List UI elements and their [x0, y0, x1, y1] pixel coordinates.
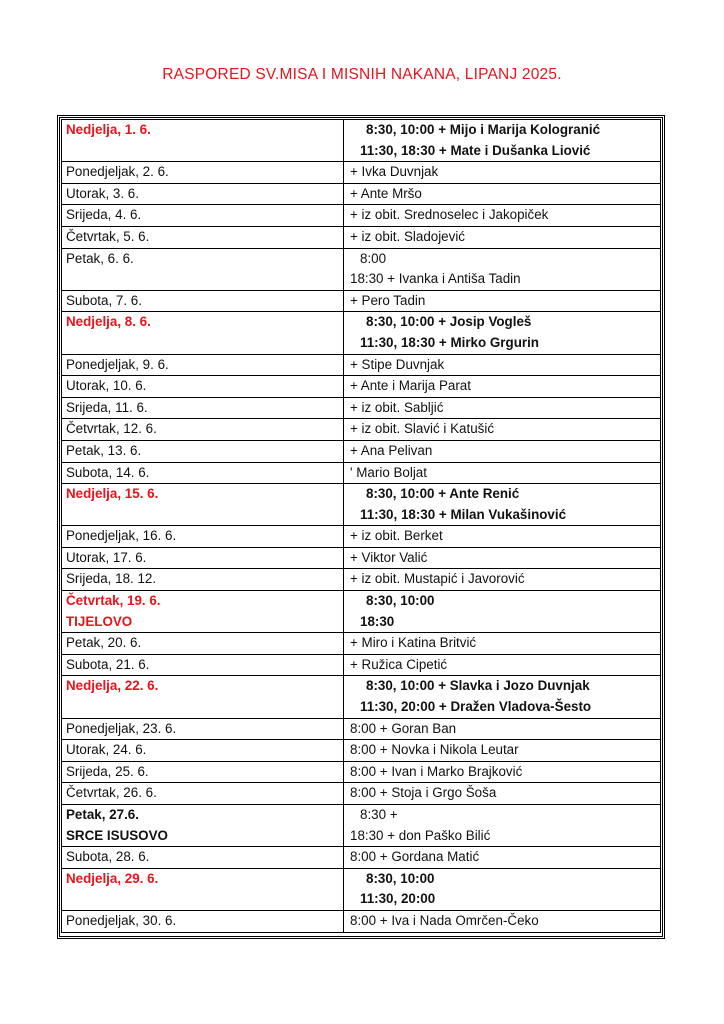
- day-label: Petak, 13. 6.: [66, 442, 142, 458]
- schedule-row: [62, 526, 661, 548]
- mass-intention: 8:00 + Gordana Matić: [350, 849, 480, 865]
- schedule-row: [62, 761, 661, 783]
- mass-cell: [344, 547, 661, 569]
- mass-intention: 8:00: [360, 250, 387, 266]
- schedule-row: [62, 462, 661, 484]
- day-cell: [62, 397, 344, 419]
- schedule-row: [62, 740, 661, 762]
- day-label: Utorak, 3. 6.: [66, 185, 139, 201]
- day-cell: [62, 847, 344, 869]
- mass-intention: + Stipe Duvnjak: [350, 356, 445, 372]
- schedule-frame: [57, 115, 665, 939]
- mass-intention: 18:30 + don Paško Bilić: [350, 827, 491, 843]
- mass-intention: + Viktor Valić: [350, 549, 428, 565]
- mass-cell: [344, 676, 661, 718]
- mass-intention: 18:30: [360, 613, 395, 629]
- schedule-row: [62, 248, 661, 290]
- day-label: Četvrtak, 19. 6.: [66, 593, 161, 609]
- mass-intention: 11:30, 20:00 + Dražen Vladova-Šesto: [360, 699, 592, 715]
- schedule-row: [62, 354, 661, 376]
- schedule-row: [62, 312, 661, 354]
- mass-intention: + Ante Mršo: [350, 185, 422, 201]
- day-label: Utorak, 24. 6.: [66, 742, 147, 758]
- mass-intention: + iz obit. Berket: [350, 528, 443, 544]
- day-label: Ponedjeljak, 16. 6.: [66, 528, 177, 544]
- day-label: Subota, 7. 6.: [66, 292, 142, 308]
- mass-cell: [344, 354, 661, 376]
- schedule-row: [62, 569, 661, 591]
- day-label: Ponedjeljak, 30. 6.: [66, 912, 177, 928]
- mass-intention: + iz obit. Mustapić i Javorović: [350, 571, 525, 587]
- day-label: Nedjelja, 1. 6.: [66, 122, 151, 137]
- mass-intention: 11:30, 18:30 + Mate i Dušanka Liović: [360, 142, 591, 158]
- mass-cell: [344, 484, 661, 526]
- day-cell: [62, 419, 344, 441]
- day-cell: [62, 248, 344, 290]
- day-cell: [62, 120, 344, 162]
- day-cell: [62, 591, 344, 633]
- schedule-rows: [62, 120, 661, 933]
- mass-intention: 18:30 + Ivanka i Antiša Tadin: [350, 271, 521, 287]
- day-cell: [62, 462, 344, 484]
- mass-intention: 8:30, 10:00: [366, 870, 435, 886]
- schedule-row: [62, 397, 661, 419]
- schedule-row: [62, 419, 661, 441]
- day-label: Subota, 14. 6.: [66, 464, 150, 480]
- schedule-row: [62, 290, 661, 312]
- day-cell: [62, 526, 344, 548]
- day-cell: [62, 910, 344, 932]
- day-label: Srijeda, 25. 6.: [66, 763, 149, 779]
- schedule-row: [62, 183, 661, 205]
- day-cell: [62, 761, 344, 783]
- day-label: Četvrtak, 5. 6.: [66, 228, 150, 244]
- mass-cell: [344, 718, 661, 740]
- mass-intention: ' Mario Boljat: [350, 464, 427, 480]
- mass-cell: [344, 248, 661, 290]
- mass-cell: [344, 462, 661, 484]
- mass-cell: [344, 569, 661, 591]
- day-label: Subota, 21. 6.: [66, 656, 150, 672]
- schedule-row: [62, 847, 661, 869]
- mass-intention: 8:00 + Goran Ban: [350, 720, 457, 736]
- day-label: Subota, 28. 6.: [66, 849, 150, 865]
- day-cell: [62, 783, 344, 805]
- mass-schedule-table: [61, 119, 661, 933]
- mass-cell: [344, 805, 661, 847]
- day-label: Utorak, 17. 6.: [66, 549, 147, 565]
- day-cell: [62, 484, 344, 526]
- mass-cell: [344, 591, 661, 633]
- mass-cell: [344, 183, 661, 205]
- day-label: Petak, 27.6.: [66, 807, 139, 822]
- day-label: TIJELOVO: [66, 613, 133, 629]
- day-cell: [62, 205, 344, 227]
- mass-intention: + Ružica Cipetić: [350, 656, 448, 672]
- schedule-row: [62, 633, 661, 655]
- schedule-row: [62, 226, 661, 248]
- mass-intention: 8:30, 10:00: [366, 593, 435, 609]
- schedule-row: [62, 376, 661, 398]
- day-label: Nedjelja, 15. 6.: [66, 486, 159, 502]
- mass-intention: + Ana Pelivan: [350, 442, 433, 458]
- mass-cell: [344, 633, 661, 655]
- day-cell: [62, 569, 344, 591]
- day-label: Ponedjeljak, 2. 6.: [66, 164, 169, 180]
- mass-cell: [344, 740, 661, 762]
- schedule-row: [62, 547, 661, 569]
- day-cell: [62, 162, 344, 184]
- schedule-row: [62, 718, 661, 740]
- day-cell: [62, 376, 344, 398]
- day-label: Utorak, 10. 6.: [66, 378, 147, 394]
- day-cell: [62, 290, 344, 312]
- spacer: [66, 889, 343, 910]
- mass-cell: [344, 783, 661, 805]
- page-title: RASPORED SV.MISA I MISNIH NAKANA, LIPANJ 2025.: [162, 66, 562, 83]
- mass-intention: 11:30, 18:30 + Milan Vukašinović: [360, 506, 567, 522]
- mass-intention: 8:00 + Stoja i Grgo Šoša: [350, 785, 497, 801]
- day-cell: [62, 868, 344, 910]
- mass-intention: 11:30, 20:00: [360, 891, 436, 907]
- mass-cell: [344, 397, 661, 419]
- mass-cell: [344, 868, 661, 910]
- day-cell: [62, 354, 344, 376]
- day-cell: [62, 633, 344, 655]
- schedule-row: [62, 910, 661, 932]
- day-cell: [62, 805, 344, 847]
- day-label: Ponedjeljak, 9. 6.: [66, 356, 169, 372]
- day-cell: [62, 718, 344, 740]
- mass-intention: + iz obit. Sladojević: [350, 228, 465, 244]
- day-cell: [62, 183, 344, 205]
- day-label: Nedjelja, 8. 6.: [66, 314, 151, 330]
- day-cell: [62, 740, 344, 762]
- day-cell: [62, 676, 344, 718]
- spacer: [66, 505, 343, 526]
- mass-cell: [344, 761, 661, 783]
- schedule-row: [62, 440, 661, 462]
- schedule-row: [62, 676, 661, 718]
- day-label: Nedjelja, 29. 6.: [66, 870, 159, 886]
- day-label: Srijeda, 4. 6.: [66, 207, 142, 223]
- mass-cell: [344, 376, 661, 398]
- day-cell: [62, 547, 344, 569]
- schedule-row: [62, 783, 661, 805]
- mass-cell: [344, 205, 661, 227]
- mass-intention: + Ante i Marija Parat: [350, 378, 471, 394]
- spacer: [66, 269, 343, 290]
- mass-intention: + iz obit. Srednoselec i Jakopiček: [350, 207, 549, 223]
- mass-cell: [344, 162, 661, 184]
- schedule-row: [62, 654, 661, 676]
- spacer: [66, 697, 343, 718]
- day-label: Četvrtak, 26. 6.: [66, 785, 157, 801]
- schedule-row: [62, 591, 661, 633]
- day-label: Nedjelja, 22. 6.: [66, 678, 159, 694]
- mass-cell: [344, 440, 661, 462]
- mass-cell: [344, 526, 661, 548]
- mass-cell: [344, 226, 661, 248]
- mass-intention: 8:00 + Ivan i Marko Brajković: [350, 763, 523, 779]
- mass-intention: 8:00 + Novka i Nikola Leutar: [350, 742, 519, 758]
- mass-cell: [344, 312, 661, 354]
- schedule-row: [62, 120, 661, 162]
- spacer: [66, 333, 343, 354]
- mass-intention: 8:30 +: [360, 807, 398, 822]
- day-cell: [62, 654, 344, 676]
- mass-intention: 8:30, 10:00 + Josip Vogleš: [366, 314, 532, 330]
- schedule-row: [62, 868, 661, 910]
- mass-cell: [344, 290, 661, 312]
- day-label: Ponedjeljak, 23. 6.: [66, 720, 177, 736]
- day-cell: [62, 440, 344, 462]
- mass-intention: + Pero Tadin: [350, 292, 426, 308]
- day-label: SRCE ISUSOVO: [66, 827, 168, 843]
- schedule-row: [62, 484, 661, 526]
- mass-intention: + Miro i Katina Britvić: [350, 635, 477, 651]
- day-cell: [62, 226, 344, 248]
- mass-intention: 11:30, 18:30 + Mirko Grgurin: [360, 334, 539, 350]
- mass-intention: 8:30, 10:00 + Mijo i Marija Kologranić: [366, 122, 601, 137]
- day-label: Petak, 20. 6.: [66, 635, 142, 651]
- mass-intention: 8:30, 10:00 + Ante Renić: [366, 486, 520, 502]
- day-cell: [62, 312, 344, 354]
- mass-cell: [344, 847, 661, 869]
- mass-intention: 8:30, 10:00 + Slavka i Jozo Duvnjak: [366, 678, 590, 694]
- mass-cell: [344, 654, 661, 676]
- day-label: Četvrtak, 12. 6.: [66, 421, 157, 437]
- schedule-row: [62, 162, 661, 184]
- spacer: [66, 141, 343, 162]
- mass-intention: + iz obit. Sabljić: [350, 399, 444, 415]
- mass-cell: [344, 120, 661, 162]
- day-label: Srijeda, 11. 6.: [66, 399, 148, 415]
- mass-intention: + iz obit. Slavić i Katušić: [350, 421, 495, 437]
- schedule-row: [62, 805, 661, 847]
- mass-cell: [344, 910, 661, 932]
- day-label: Petak, 6. 6.: [66, 250, 134, 266]
- mass-intention: + Ivka Duvnjak: [350, 164, 439, 180]
- schedule-row: [62, 205, 661, 227]
- mass-cell: [344, 419, 661, 441]
- day-label: Srijeda, 18. 12.: [66, 571, 157, 587]
- mass-intention: 8:00 + Iva i Nada Omrčen-Čeko: [350, 912, 539, 928]
